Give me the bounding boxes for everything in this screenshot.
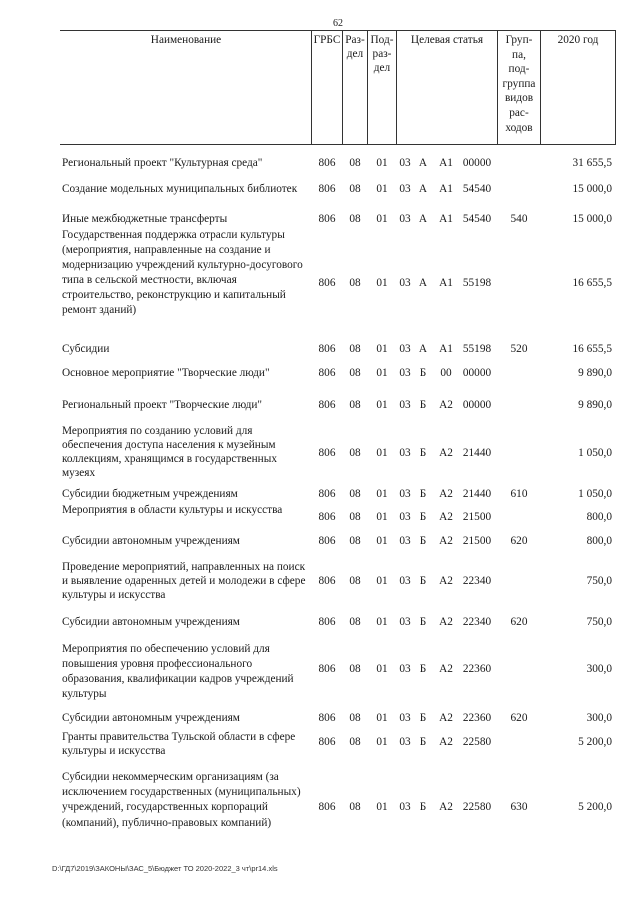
- row-target-direction: 00000: [462, 367, 492, 379]
- row-podrazdel: 01: [376, 616, 388, 628]
- row-podrazdel: 01: [376, 736, 388, 748]
- row-amount: 300,0: [586, 663, 612, 675]
- header-year: 2020 год: [557, 34, 599, 46]
- header-podrazdel: Под- раз- дел: [370, 34, 394, 74]
- row-name: Мероприятия по созданию условий для обеспечения доступа населения к музейным коллекциям, хранящимся в государственных музеях: [62, 425, 277, 479]
- row-grbs: 806: [318, 736, 336, 748]
- row-razdel: 08: [349, 736, 361, 748]
- row-target-subprogram: А: [418, 213, 428, 225]
- row-target-direction: 21500: [462, 511, 492, 523]
- row-expense-type: 620: [510, 616, 528, 628]
- row-target-event: А2: [439, 535, 453, 547]
- page-number: 62: [333, 18, 343, 29]
- row-target-program: 03: [399, 511, 411, 523]
- row-target-subprogram: Б: [419, 712, 427, 724]
- header-name: Наименование: [150, 34, 222, 46]
- row-name: Субсидии автономным учреждениям: [62, 535, 240, 547]
- row-target-subprogram: Б: [419, 663, 427, 675]
- row-target-program: 03: [399, 399, 411, 411]
- row-amount: 750,0: [586, 616, 612, 628]
- row-amount: 9 890,0: [578, 399, 612, 411]
- row-target-program: 03: [399, 616, 411, 628]
- row-razdel: 08: [349, 801, 361, 813]
- row-amount: 15 000,0: [572, 213, 612, 225]
- row-target-direction: 55198: [462, 277, 492, 289]
- row-grbs: 806: [318, 575, 336, 587]
- row-amount: 750,0: [586, 575, 612, 587]
- row-podrazdel: 01: [376, 712, 388, 724]
- row-grbs: 806: [318, 616, 336, 628]
- row-target-direction: 22340: [462, 575, 492, 587]
- row-target-event: А2: [439, 616, 453, 628]
- row-name: Субсидии автономным учреждениям: [62, 616, 240, 628]
- row-target-event: А2: [439, 399, 453, 411]
- row-amount: 5 200,0: [578, 801, 612, 813]
- row-amount: 15 000,0: [572, 183, 612, 195]
- row-target-subprogram: Б: [419, 399, 427, 411]
- row-target-direction: 21500: [462, 535, 492, 547]
- row-grbs: 806: [318, 801, 336, 813]
- row-target-direction: 00000: [462, 157, 492, 169]
- header-bottom-border: [60, 144, 616, 145]
- row-target-subprogram: А: [418, 277, 428, 289]
- row-podrazdel: 01: [376, 801, 388, 813]
- row-grbs: 806: [318, 535, 336, 547]
- row-target-program: 03: [399, 488, 411, 500]
- row-target-event: А2: [439, 488, 453, 500]
- row-target-direction: 22580: [462, 736, 492, 748]
- row-razdel: 08: [349, 183, 361, 195]
- row-podrazdel: 01: [376, 447, 388, 459]
- row-target-program: 03: [399, 277, 411, 289]
- header-divider: [396, 30, 397, 144]
- row-amount: 1 050,0: [578, 488, 612, 500]
- row-target-subprogram: Б: [419, 575, 427, 587]
- row-target-program: 03: [399, 447, 411, 459]
- header-divider: [311, 30, 312, 144]
- row-target-program: 03: [399, 663, 411, 675]
- row-grbs: 806: [318, 447, 336, 459]
- row-name: Проведение мероприятий, направленных на поиск и выявление одаренных детей и молодежи в сфере культуры и искусства: [62, 561, 306, 601]
- row-expense-type: 520: [510, 343, 528, 355]
- row-target-event: А1: [439, 213, 453, 225]
- row-target-direction: 21440: [462, 488, 492, 500]
- row-razdel: 08: [349, 663, 361, 675]
- header-grbs: ГРБС: [313, 34, 341, 46]
- row-target-program: 03: [399, 343, 411, 355]
- row-razdel: 08: [349, 277, 361, 289]
- row-name: Иные межбюджетные трансферты: [62, 213, 228, 225]
- row-razdel: 08: [349, 488, 361, 500]
- row-grbs: 806: [318, 399, 336, 411]
- row-razdel: 08: [349, 367, 361, 379]
- row-name: Субсидии некоммерческим организациям (за исключением государственных (муниципальных) учреждений, государственных корпораций (компаний), публично-правовых компаний): [62, 771, 301, 829]
- row-target-subprogram: Б: [419, 367, 427, 379]
- row-name: Региональный проект "Творческие люди": [62, 399, 263, 411]
- row-name: Государственная поддержка отрасли культуры (мероприятия, направленные на создание и модернизацию учреждений культурно-досугового типа в сельской местности, включая строительство, реконструкцию и капитальный ремонт зданий): [62, 229, 303, 316]
- row-target-event: А1: [439, 343, 453, 355]
- row-name: Субсидии: [62, 343, 110, 355]
- row-podrazdel: 01: [376, 535, 388, 547]
- row-grbs: 806: [318, 183, 336, 195]
- row-podrazdel: 01: [376, 488, 388, 500]
- row-razdel: 08: [349, 616, 361, 628]
- file-path-footer: D:\ГД7\2019\ЗАКОНЫ\ЗАС_5\Бюджет ТО 2020-2022_3 чт\pr14.xls: [52, 864, 278, 873]
- row-razdel: 08: [349, 447, 361, 459]
- row-name: Субсидии автономным учреждениям: [62, 712, 240, 724]
- row-target-direction: 22340: [462, 616, 492, 628]
- row-target-event: А2: [439, 511, 453, 523]
- row-name: Субсидии бюджетным учреждениям: [62, 488, 238, 500]
- row-amount: 9 890,0: [578, 367, 612, 379]
- row-target-direction: 54540: [462, 183, 492, 195]
- row-target-subprogram: Б: [419, 616, 427, 628]
- row-razdel: 08: [349, 399, 361, 411]
- row-target-program: 03: [399, 213, 411, 225]
- row-amount: 31 655,5: [572, 157, 612, 169]
- row-podrazdel: 01: [376, 511, 388, 523]
- row-target-subprogram: Б: [419, 447, 427, 459]
- row-razdel: 08: [349, 511, 361, 523]
- row-podrazdel: 01: [376, 157, 388, 169]
- row-amount: 800,0: [586, 511, 612, 523]
- row-grbs: 806: [318, 488, 336, 500]
- row-target-event: А2: [439, 447, 453, 459]
- row-razdel: 08: [349, 213, 361, 225]
- row-grbs: 806: [318, 663, 336, 675]
- row-target-event: 00: [440, 367, 452, 379]
- row-target-event: А1: [439, 157, 453, 169]
- row-name: Мероприятия по обеспечению условий для повышения уровня профессионального образования, квалификации кадров учреждений культуры: [62, 643, 294, 700]
- row-name: Гранты правительства Тульской области в сфере культуры и искусства: [62, 731, 296, 757]
- row-target-event: А2: [439, 663, 453, 675]
- row-grbs: 806: [318, 213, 336, 225]
- row-grbs: 806: [318, 277, 336, 289]
- row-name: Региональный проект "Культурная среда": [62, 157, 263, 169]
- row-target-subprogram: А: [418, 183, 428, 195]
- row-target-event: А2: [439, 712, 453, 724]
- header-razdel: Раз- дел: [345, 34, 365, 60]
- row-target-program: 03: [399, 801, 411, 813]
- row-expense-type: 630: [510, 801, 528, 813]
- row-target-event: А2: [439, 575, 453, 587]
- row-amount: 300,0: [586, 712, 612, 724]
- row-razdel: 08: [349, 712, 361, 724]
- row-target-direction: 00000: [462, 399, 492, 411]
- row-expense-type: 610: [510, 488, 528, 500]
- row-target-direction: 22360: [462, 712, 492, 724]
- row-grbs: 806: [318, 712, 336, 724]
- row-target-direction: 21440: [462, 447, 492, 459]
- row-expense-type: 620: [510, 712, 528, 724]
- row-podrazdel: 01: [376, 343, 388, 355]
- row-target-direction: 22580: [462, 801, 492, 813]
- row-target-program: 03: [399, 535, 411, 547]
- row-target-event: А1: [439, 183, 453, 195]
- row-target-subprogram: Б: [419, 488, 427, 500]
- row-razdel: 08: [349, 157, 361, 169]
- row-amount: 16 655,5: [572, 277, 612, 289]
- row-target-direction: 55198: [462, 343, 492, 355]
- row-target-program: 03: [399, 736, 411, 748]
- row-podrazdel: 01: [376, 183, 388, 195]
- row-target-program: 03: [399, 183, 411, 195]
- row-name: Мероприятия в области культуры и искусства: [62, 504, 283, 516]
- row-target-program: 03: [399, 575, 411, 587]
- row-podrazdel: 01: [376, 277, 388, 289]
- row-amount: 1 050,0: [578, 447, 612, 459]
- row-expense-type: 540: [510, 213, 528, 225]
- header-divider: [540, 30, 541, 144]
- header-group: Груп- па, под- группа видов рас- ходов: [502, 34, 536, 134]
- row-target-subprogram: А: [418, 343, 428, 355]
- row-target-subprogram: Б: [419, 535, 427, 547]
- row-target-event: А1: [439, 277, 453, 289]
- row-target-subprogram: Б: [419, 511, 427, 523]
- row-grbs: 806: [318, 367, 336, 379]
- row-target-subprogram: Б: [419, 736, 427, 748]
- row-amount: 5 200,0: [578, 736, 612, 748]
- row-grbs: 806: [318, 511, 336, 523]
- header-divider: [615, 30, 616, 144]
- row-podrazdel: 01: [376, 663, 388, 675]
- row-razdel: 08: [349, 343, 361, 355]
- row-podrazdel: 01: [376, 575, 388, 587]
- row-grbs: 806: [318, 157, 336, 169]
- row-target-direction: 22360: [462, 663, 492, 675]
- row-podrazdel: 01: [376, 399, 388, 411]
- table-top-border: [60, 30, 616, 31]
- row-target-subprogram: Б: [419, 801, 427, 813]
- row-razdel: 08: [349, 535, 361, 547]
- row-target-event: А2: [439, 736, 453, 748]
- row-razdel: 08: [349, 575, 361, 587]
- row-amount: 800,0: [586, 535, 612, 547]
- row-amount: 16 655,5: [572, 343, 612, 355]
- row-name: Основное мероприятие "Творческие люди": [62, 367, 270, 379]
- row-target-program: 03: [399, 712, 411, 724]
- row-grbs: 806: [318, 343, 336, 355]
- row-name: Создание модельных муниципальных библиотек: [62, 183, 298, 195]
- row-expense-type: 620: [510, 535, 528, 547]
- row-target-program: 03: [399, 367, 411, 379]
- row-target-direction: 54540: [462, 213, 492, 225]
- row-target-subprogram: А: [418, 157, 428, 169]
- row-podrazdel: 01: [376, 213, 388, 225]
- row-target-event: А2: [439, 801, 453, 813]
- row-target-program: 03: [399, 157, 411, 169]
- header-target: Целевая статья: [410, 34, 484, 46]
- row-podrazdel: 01: [376, 367, 388, 379]
